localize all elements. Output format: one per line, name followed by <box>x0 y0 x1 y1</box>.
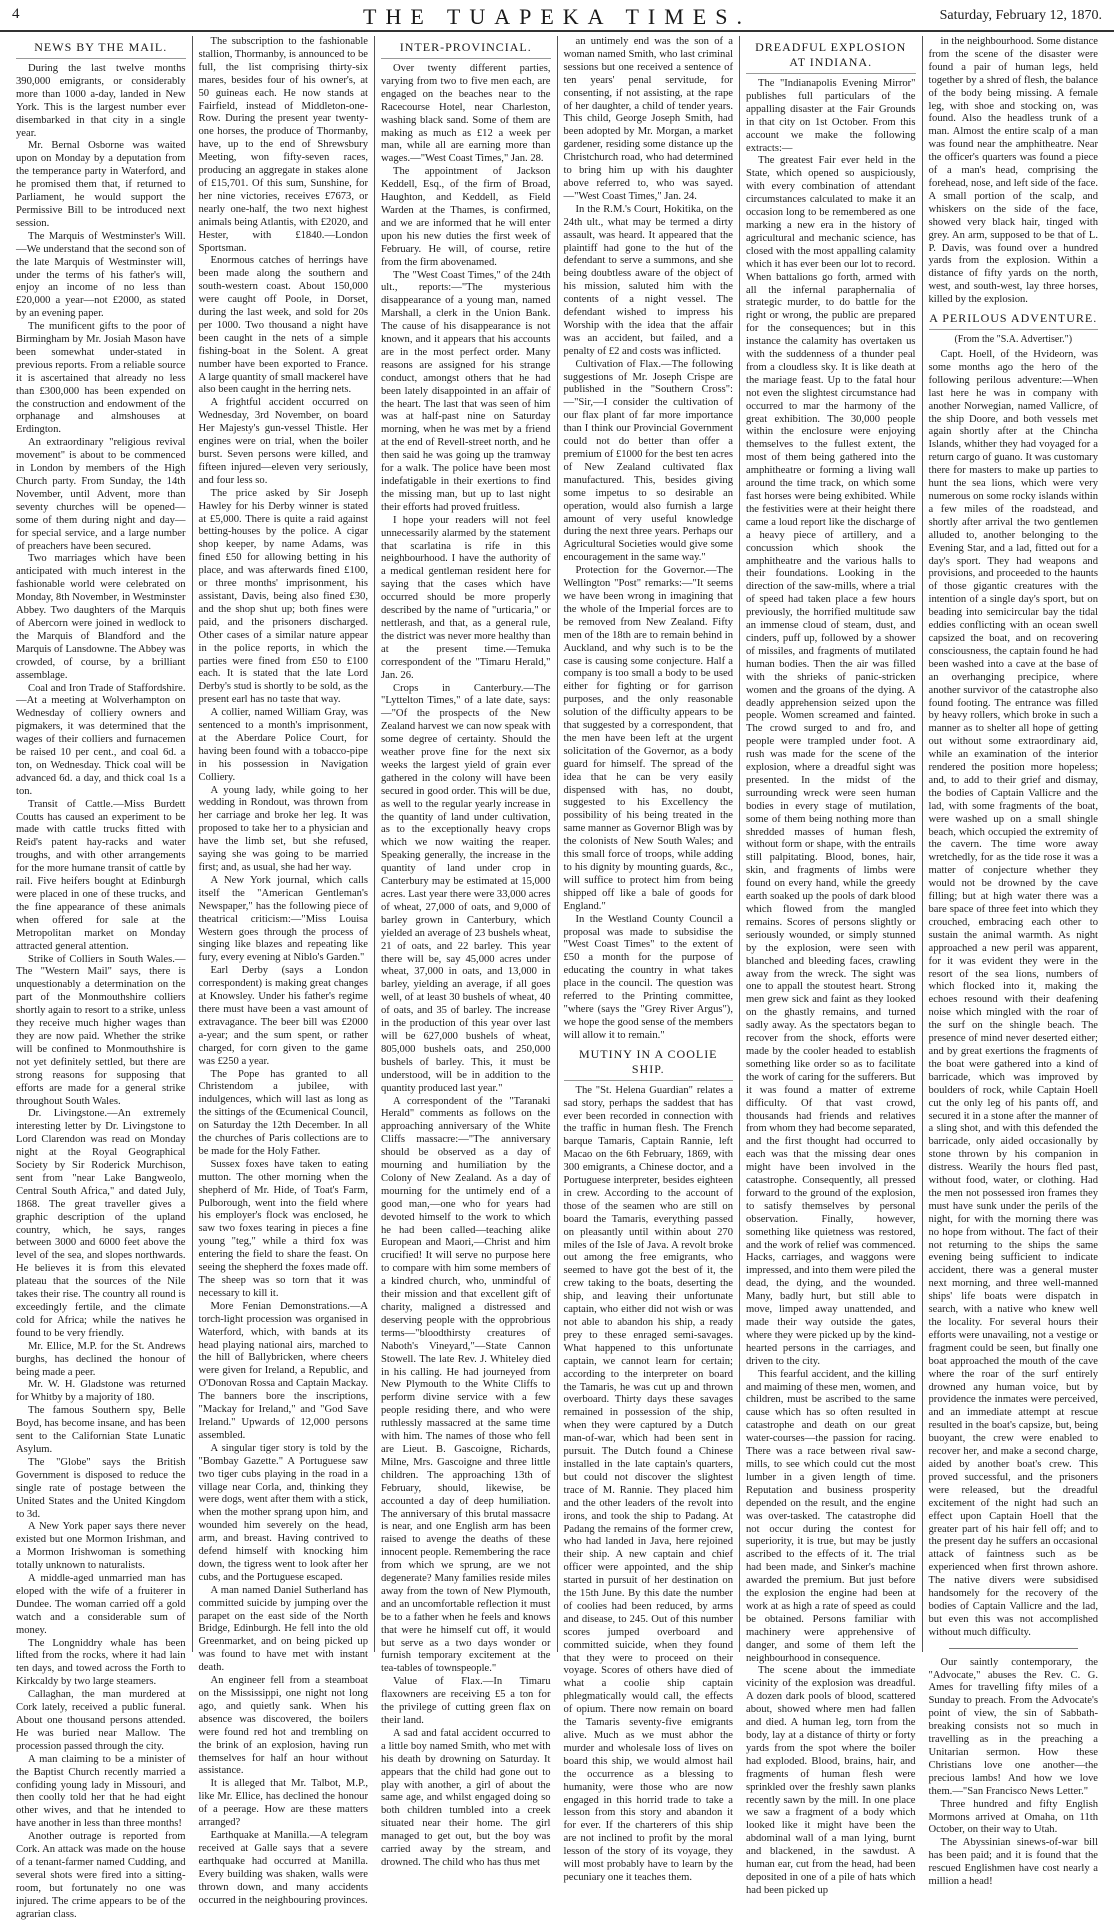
paragraph: Coal and Iron Trade of Staffordshire.—At a meeting at Wolverhampton on Wednesday of colliery owners and pigmakers, it was determined that the wages of their colliers and furnacemen be raised 10 per cent., and coal 6d. a ton, on Wednesday. Thick coal will be advanced 6d. a day, and thick coal 1s a ton. <box>16 682 186 797</box>
paragraph: Mr. W. H. Gladstone was returned for Whitby by a majority of 180. <box>16 1379 186 1404</box>
column-4 <box>557 36 740 1883</box>
paragraph: Two marriages which have been anticipated with much interest in the fashionable world were celebrated on Monday, 8th November, in Westminster Abbey. Two daughters of the Marquis of Abercorn were joined in wedlock to the Marquis of Blandford and the Marquis of Lansdowne. The Abbey was crowded, of course, by a brilliant assemblage. <box>16 553 186 681</box>
page-columns <box>10 36 1104 1920</box>
section-heading: DREADFUL EXPLOSION AT INDIANA. <box>746 40 916 74</box>
article-body <box>929 349 1099 1640</box>
paragraph: The greatest Fair ever held in the State, which opened so auspiciously, with every combination of attendant circumstances calculated to make it an occasion long to be remembered as one marking a new era in the history of agricultural and mechanic science, has closed with the most appalling calamity which it has ever been our lot to record. When battalions go forth, armed with all the infernal paraphernalia of strategic murder, to do battle for the right or wrong, the public are prepared for the consequences; but in this instance the calamity has overtaken us with the suddenness of a thunder peal from a cloudless sky. It is like death at the mariage feast. Up to the fatal hour not even the slightest circumstance had occurred to mar the harmony of the great exhibition. The 30,000 people within the enclosure were enjoying themselves to the fullest extent, the most of them being gathered into the amphitheatre or forming a living wall around the time track, on which some fast horses were being exhibited. While the festivities were at their height there came a loud report like the discharge of a heavy piece of artillery, and a concussion which shook the amphitheatre and the various halls to their foundations. Looking in the direction of the saw-mills, where a trial of speed had taken place a few hours previously, the horrified multitude saw an immense cloud of steam, dust, and cinders, puff up, followed by a shower of missiles, and fragments of mutilated human bodies. Then the air was filled with the shrieks of panic-stricken women and the groans of the dying. A deadly apprehension seized upon the people. Women screamed and fainted. The crowd surged to and fro, and people were trampled under foot. A rush was made for the scene of the explosion, where a dreadful sight was presented. In the midst of the surrounding wreck were seen human bodies in every stage of mutilation, some of them being nothing more than shredded masses of human flesh, without form or shape, with the entrails still palpitating. Blood, bones, hair, skin, and fragments of limbs were found on every hand, while the greedy earth soaked up the pools of dark blood which flowed from the mangled remains. Scores of persons slightly or seriously wounded, or simply stunned by the explosion, were seen with blanched and bleeding faces, crawling away from the wreck. The sight was one to appall the stoutest heart. Strong men grew sick and faint as they looked on the ghastly remains, and turned sadly away. As the spectators began to recover from the shock, efforts were made by the cooler headed to establish something like order so as to facilitate the work of caring for the sufferers. But it was found a matter of extreme difficulty. Of that vast crowd, thousands had friends and relatives from whom they had become separated, and the first thought had occurred to each was that the missing dear ones might have been involved in the catastrophe. Consequently, all pressed forward to the ground of the explosion, to satisfy themselves by personal observation. Finally, however, something like quietness was restored, and the work of relief was commenced. Hacks, carriages, and waggons were impressed, and into them were piled the dead, the dying, and the wounded. Many, badly hurt, but still able to move, limped away unattended, and made their way outside the gates, where they were picked up by the kind-hearted persons in the carriages, and driven to the city. <box>746 155 916 1367</box>
paragraph: Transit of Cattle.—Miss Burdett Coutts has caused an experiment to be made with cattle trucks fitted with Reid's patent hay-racks and water troughs, and with other arrangements for the more humane transit of cattle by rail. Five heifers bought at Edinburgh were placed in one of these trucks, and the fine appearance of these animals when offered for sale at the Metropolitan market on Monday attracted general attention. <box>16 798 186 952</box>
paragraph: The "West Coast Times," of the 24th ult., reports:—"The mysterious disappearance of a young man, named Marshall, a clerk in the Union Bank. The cause of his disappearance is not known, and it appears that his accounts are in the most perfect order. Many reasons are assigned for his strange conduct, amongst others that he had been lately disappointed in an affair of the heart. The last that was seen of him was at half-past nine on Saturday morning, when he was met by a friend at the end of Revell-street north, and he then said he was going up the tramway for a walk. The police have been most indefatigable in their exertions to find the missing man, but up to last night their efforts had proved fruitless. <box>381 269 551 513</box>
paragraph: Another outrage is reported from Cork. An attack was made on the house of a tenant-farmer named Cudding, and several shots were fired into a sitting-room, but fortunately no one was injured. The crime appears to be of the agrarian class. <box>16 1831 186 1920</box>
paragraph: A man named Daniel Sutherland has committed suicide by jumping over the parapet on the east side of the North Bridge, Edinburgh. He fell into the old Greenmarket, and on being picked up was found to have met with instant death. <box>198 1584 368 1674</box>
paragraph: Over twenty different parties, varying from two to five men each, are engaged on the beaches near to the Racecourse Hotel, near Charleston, washing black sand. Some of them are making as much as £12 a week per man, while all are earning more than wages.—"West Coast Times," Jan. 28. <box>381 63 551 165</box>
source-credit: (From the "S.A. Advertiser.") <box>954 334 1073 346</box>
paragraph: Earl Derby (says a London correspondent) is making great changes at Knowsley. Under his father's regime there must have been a vast amount of extravagance. The beer bill was £2000 a-year; and the sum spent, or rather charged, for corn given to the game was £250 a year. <box>198 965 368 1067</box>
issue-date: Saturday, February 12, 1870. <box>939 8 1102 23</box>
masthead <box>0 0 1114 32</box>
paragraph: A New York paper says there never existed but one Mormon Irishman, and a Mormon Irishwoman is something totally unknown to naturalists. <box>16 1521 186 1572</box>
section-heading: INTER-PROVINCIAL. <box>381 40 551 59</box>
paragraph: Enormous catches of herrings have been made along the southern and south-western coast. About 150,000 were caught off Poole, in Dorset, during the last week, and sold for 20s per 1000. Two thousand a night have been caught in the nets of a simple fishing-boat in the Solent. A great number have been exported to France. A large quantity of small mackerel have also been caught in the herring nets. <box>198 255 368 396</box>
paragraph: The Abyssinian sinews-of-war bill has been paid; and it is found that the rescued Englishmen have cost nearly a million a head! <box>928 1837 1098 1888</box>
paragraph: A frightful accident occurred on Wednesday, 3rd November, on board Her Majesty's gun-vessel Thistle. Her engines were on trial, when the boiler burst. Seven persons were killed, and fifteen injured—eleven very seriously, and four less so. <box>198 397 368 486</box>
paragraph: More Fenian Demonstrations.—A torch-light procession was organised in Waterford, which, with bands at its head playing national airs, marched to the hill of Ballybricken, where cheers were given for Ireland, a Republic, and O'Donovan Rossa and Captain Mackay. The banners bore the inscriptions, "Mackay for Ireland," and "God Save Ireland." Upwards of 12,000 persons assembled. <box>198 1300 368 1441</box>
paragraph: The scene about the immediate vicinity of the explosion was dreadful. A dozen dark pools of blood, scattered about, showed where men had fallen and died. A human leg, torn from the body, lay at a distance of thirty or forty yards from the spot where the boiler had exploded. Blood, brains, hair, and fragments of human flesh were sprinkled over the freshly sawn planks recently sawn by the mill. In one place we saw a fragment of a body which looked like it might have been the abdominal wall of a man lying, burnt and blackened, in the sawdust. A human ear, cut from the head, had been deposited in one of a pile of hats which had been picked up <box>746 1665 916 1896</box>
paragraph: The munificent gifts to the poor of Birmingham by Mr. Josiah Mason have been somewhat under-stated in previous reports. From a reliable source it is ascertained that already no less than £300,000 has been expended on the construction and endowment of the orphanage and almshouses at Erdington. <box>16 321 186 436</box>
paragraph: Crops in Canterbury.—The "Lyttelton Times," of a late date, says:—"Of the prospects of the New Zealand harvest we can now speak with some degree of certainty. Should the weather prove fine for the next six weeks the largest yield of grain ever gathered in the colony will have been secured in good order. This will be due, as well to the regular yearly increase in the quantity of land under cultivation, as to the exceptionally heavy crops which we now waiting the reaper. Speaking generally, the increase in the quantity of land under crop in Canterbury may be estimated at 15,000 acres. Last year there were 33,000 acres of wheat, 27,000 of oats, and 9,000 of barley grown in Canterbury, which yielded an average of 23 bushels wheat, 21 of oats, and 22 barley. This year there will be, say 45,000 acres under wheat, 37,000 in oats, and 13,000 in barley, yielding an average, if all goes well, of at least 30 bushels of wheat, 40 of oats, and 35 of barley. The increase in the production of this year over last will be 627,000 bushels of wheat, 805,000 bushels oats, and 250,000 bushels of barley. This, it must be understood, will be in addition to the quantity produced last year." <box>381 682 551 1094</box>
article-body <box>564 1085 734 1885</box>
section-heading: A PERILOUS ADVENTURE. <box>929 311 1099 330</box>
paragraph: Sussex foxes have taken to eating mutton. The other morning when the shepherd of Mr. Hide, of Toat's Farm, Pulborough, went into the field where his employer's flock was enclosed, he saw two foxes tearing in pieces a fine young "teg," while a third fox was entering the field to share the feast. On seeing the shepherd the foxes made off. The sheep was so torn that it was necessary to kill it. <box>198 1158 368 1299</box>
column-5 <box>739 36 922 1896</box>
paragraph: Capt. Hoell, of the Hvideorn, was some months ago the hero of the following perilous adventure:—When last here he was in company with another Norwegian, named Vallicre, of the ship Doore, and both vessels met again shortly after at the Chincha Islands, whither they had voyaged for a return cargo of guano. It was customary there for masters to make up parties to hunt the sea lions, which were very numerous on some rocky islands within a few miles of the roadstead, and shortly after arrival the two gentlemen alluded to, another belonging to the Evening Star, and a lad, fitted out for a day's sport. They had weapons and provisions, and proceeded to the haunts of those gigantic creatures with the intention of a single day's sport, but on beading into semicircular bay the tidal eddies conflicting with an ocean swell capsized the boat, and on recovering consciousness, the captain found he had been washed into a cave at the base of an overhanging precipice, where another survivor of the catastrophe also found footing. The entrance was filled by heavy rollers, which broke in such a manner as to shelter all hope of getting out without some extraordinary aid, while an examination of the interior rendered the position more hopeless; and, to add to their grief and dismay, the bodies of Captain Vallicre and the lad, with some fragments of the boat, were washed up on a small shingle beach, which occupied the extremity of the cavern. The time wore away wretchedly, for as the tide rose it was a matter of conjecture whether they would not be drowned by the cave filling; but at high water there was a bare space of three feet into which they crouched, embracing each other to sustain the animal warmth. As night approached a new peril was apparent, for it was evident they were in the resort of the sea lions, numbers of which flocked into it, making the echoes resound with their deafening noise which mingled with the roar of the surf on the shingle beach. The presence of mind never deserted either; and by great exertions the fragments of the boat were gathered into a kind of barricade, which was improved by boulders of rock, while Captain Hoell cut the only leg of his pants off, and secured it in a stone after the manner of a sling shot, and with this defended the barricade, only aided occasionally by stone thrown by his companion in distress. Wearily the hours fled past, without food, water, or clothing. Had the men not possessed iron frames they must have sunk under the perils of the night, for with the morning there was no hope from without. The fact of their not returning to the ships the same evening being sufficient to indicate accident, there was a general muster next morning, and three well-manned ships' life boats were dispatch in search, with a native who knew well the locality. For several hours their efforts were unavailing, not a vestige or fragment could be seen, but finally one boat approached the mouth of the cave where the roar of the surf entirely drowned any human voice, but by providence the inmates were perceived, and an immediate attempt at rescue resulted in the boat's capsize, but, being buoyant, the crew were enabled to recover her, and make a second charge, aided by another boat's crew. This proved successful, and the prisoners were released, but the dreadful excitement of the night had such an effect upon Captain Hoell that the greater part of his hair fell off; and to the present day he suffers an occasional attack of faintness such as be experienced when first thrown ashore. The native divers were subsidised handsomely for the recovery of the bodies of Captain Vallicre and the lad, but even this was not accomplished without much difficulty. <box>928 349 1098 1638</box>
paragraph: During the last twelve months 390,000 emigrants, or considerably more than 1000 a-day, landed in New York. This is the largest number ever disembarked in that city in a single year. <box>16 63 186 139</box>
paragraph: an untimely end was the son of a woman named Smith, who last criminal sessions but one received a sentence of ten years' penal servitude, for consenting, if not assisting, at the rape of her daughter, a child of tender years. This child, George Joseph Smith, had been adopted by Mr. Morgan, a market gardener, residing some distance up the Christchurch road, who had determined to bring him up with his daughter above referred to, who was sayed.—"West Coast Times," Jan. 24. <box>563 36 733 202</box>
paragraph: Value of Flax.—In Timaru flaxowners are receiving £5 a ton for the privilege of cutting green flax on their land. <box>381 1676 551 1726</box>
paragraph: Mr. Ellice, M.P. for the St. Andrews burghs, has declined the honour of being made a peer. <box>16 1340 186 1378</box>
paragraph: In the Westland County Council a proposal was made to subsidise the "West Coast Times" to the extent of £50 a month for the purpose of educating the country in what takes place in the council. The question was referred to the Printing committee, "where (says the "Grey River Argus"), we hope the good sense of the members will allow it to remain." <box>563 913 733 1041</box>
article-body <box>564 36 734 1043</box>
paragraph: Mr. Bernal Osborne was waited upon on Monday by a deputation from the temperance party in Waterford, and he promised them that, if returned to Parliament, he would support the Permissive Bill to be introduced next session. <box>16 140 186 229</box>
paragraph: Dr. Livingstone.—An extremely interesting letter by Dr. Livingstone to Lord Clarendon was read on Monday night at the Royal Geographical Society by Sir Roderick Murchison, sent from "near Lake Bangweolo, Central South Africa," and dated July, 1868. The great traveller gives a graphic description of the upland country, which, he says, ranges between 3000 and 6000 feet above the level of the sea, and slopes northwards. He believes it is from this elevated plateau that the sources of the Nile takes their rise. The country all round is exceedingly fertile, and the climate cold for Africa; while the natives he found to be very friendly. <box>16 1108 186 1339</box>
paragraph: In the R.M.'s Court, Hokitika, on the 24th ult., what may be termed a dirty assault, was heard. It appeared that the plaintiff had gone to the hut of the defendant to serve a summons, and she being doubtless aware of the object of his mission, saluted him with the contents of a night vessel. The defendant wished to impress his Worship with the idea that the affair was an accident, but failed, and a penalty of £2 and costs was inflicted. <box>563 203 733 357</box>
column-3 <box>374 36 557 1868</box>
section-heading: MUTINY IN A COOLIE SHIP. <box>564 1047 734 1081</box>
article-body <box>199 36 369 1907</box>
paragraph: A singular tiger story is told by the "Bombay Gazette." A Portuguese saw two tiger cubs playing in the road in a village near Corla, and, thinking they were dogs, went after them with a stick, when the mother sprang upon him, and wounded him severely on the head, arm, and breast. Having contrived to defend himself with knocking him down, the tigress went to look after her cubs, and the Portuguese escaped. <box>198 1442 368 1583</box>
paragraph: The famous Southern spy, Belle Boyd, has become insane, and has been sent to the Californian State Lunatic Asylum. <box>16 1405 186 1455</box>
page-number: 4 <box>12 6 20 22</box>
paragraph: Cultivation of Flax.—The following suggestions of Mr. Joseph Crispe are published in the "Southern Cross":—"Sir,—I consider the cultivation of our flax plant of far more importance than I think our Provincial Government could not do better than offer a premium of £1000 for the best ten acres of New Zealand cultivated flax manufactured. This, besides giving some impetus to so desirable an operation, would also furnish a large amount of very useful knowledge during the next three years. Perhaps our Agricultural Societies would give some encouragement in the same way." <box>563 358 733 564</box>
paragraph: The Longniddry whale has been lifted from the rocks, where it had lain ten days, and towed across the Forth to Kirkcaldy by two large steamers. <box>16 1637 186 1688</box>
column-1 <box>10 36 192 1920</box>
column-6 <box>922 36 1105 1888</box>
paragraph: A middle-aged unmarried man has eloped with the wife of a fruiterer in Dundee. The woman carried off a gold watch and a considerable sum of money. <box>16 1573 186 1636</box>
column-rule <box>949 1648 1079 1649</box>
article-body <box>746 78 916 1898</box>
paragraph: Callaghan, the man murdered at Cork lately, received a public funeral. About one thousand persons attended. He was buried near Mallow. The procession passed through the city. <box>16 1689 186 1752</box>
paragraph: A collier, named William Gray, was sentenced to a month's imprisonment, at the Aberdare Police Court, for having been found with a tobacco-pipe in his possession in Navigation Colliery. <box>198 707 368 783</box>
paragraph: The price asked by Sir Joseph Hawley for his Derby winner is stated at £5,000. There is quite a raid against betting-houses by the police. A cigar shop keeper, by name Adams, was fined £50 for allowing betting in his place, and was afterwards fined £100, or three months' imprisonment, his assistant, Davis, being also fined £30, and the shop shut up; both fines were paid, and the prisoners discharged. Other cases of a similar nature appear in the police reports, in which the parties were fined from £50 to £100 each. It is stated that the late Lord Derby's stud is shortly to be sold, as the present earl has no taste that way. <box>198 487 368 706</box>
paragraph: A New York journal, which calls itself the "American Gentleman's Newspaper," has the following piece of theatrical criticism:—"Miss Louisa Western goes through the process of singing like blazes and repeating like fury, every evening at Niblo's Garden." <box>198 874 368 964</box>
paragraph: I hope your readers will not feel unnecessarily alarmed by the statement that scarlatina is rife in this neighbourhood. I have the authority of a medical gentleman resident here for saying that the cases which have occurred should be more properly described by the name of "urticaria," or nettlerash, and that, as a general rule, the district was never more healthy than at the present time.—Temuka correspondent of the "Timaru Herald," Jan. 26. <box>381 514 551 681</box>
paragraph: A correspondent of the "Taranaki Herald" comments as follows on the approaching anniversary of the White Cliffs massacre:—"The anniversary should be observed as a day of mourning and humiliation by the Colony of New Zealand. As a day of mourning for the untimely end of a good man,—one who for years had devoted himself to the work to which he had been called—teaching alike European and Maori,—Christ and him crucified! It will serve no purpose here to compare with him some members of a kindred church, who, unmindful of their mission and that excellent gift of charity, maligned a distressed and deserving people with the opprobrious terms—"bloodthirsty creatures of Naboth's Vineyard,"—State Cannon Stowell. The late Rev. J. Whiteley died in his calling. He had journeyed from New Plymouth to the White Cliffs to perform divine service with a few people residing there, and who were ruthlessly massacred at the same time with him. The names of those who fell are Lieut. B. Gascoigne, Richards, Milne, Mrs. Gascoigne and three little children. The approaching 13th of February, should, likewise, be accounted a day of deep humiliation. The anniversary of this brutal massacre is near, and one English arm has been raised to avenge the deaths of these innocent people. Remembering the race from which we sprung, are we not degenerate? Many families reside miles away from the town of New Plymouth, and an uncomfortable reflection it must be to a father when he feels and knows that were he himself cut off, it would but serve as a two days wonder or furnish temporary excitement at the tea-tables of townspeople." <box>381 1095 551 1675</box>
article-body <box>16 63 186 1922</box>
newspaper-title: THE TUAPEKA TIMES. <box>363 4 751 29</box>
paragraph: The "Indianapolis Evening Mirror" publishes full particulars of the appalling disaster at the Fair Grounds in that city on 1st October. From this account we make the following extracts:— <box>746 78 916 154</box>
article-body <box>381 63 551 1870</box>
paragraph: Our saintly contemporary, the "Advocate," abuses the Rev. C. G. Ames for travelling fifty miles of a Sunday to preach. From the Advocate's point of view, the sin of Sabbath-breaking consists not so much in travelling as in the preaching a Unitarian sermon. How these Christians love one another—the precious lambs! And how we love them.—"San Francisco News Letter." <box>928 1656 1098 1797</box>
paragraph: A sad and fatal accident occurred to a little boy named Smith, who met with his death by drowning on Saturday. It appears that the child had gone out to play with another, a girl of about the same age, and whilst engaged doing so both children tumbled into a creek situated near their home. The girl managed to get out, but the boy was carried away by the stream, and drowned. The child who has thus met <box>381 1727 551 1868</box>
paragraph: Strike of Colliers in South Wales.—The "Western Mail" says, there is unquestionably a determination on the part of the Monmouthshire colliers shortly again to resort to a strike, unless they receive much higher wages than they are now paid. Whether the strike will be confined to Monmouthshire is not yet definitely settled, but there are strong reasons for supposing that efforts are made for a general strike throughout South Wales. <box>16 953 186 1107</box>
paragraph: A young lady, while going to her wedding in Rondout, was thrown from her carriage and broke her leg. It was proposed to take her to a physician and have the limb set, but she refused, saying she was going to be married first; and, as usual, she had her way. <box>198 784 368 873</box>
article-body <box>929 1657 1099 1889</box>
paragraph: in the neighbourhood. Some distance from the scene of the disaster were found a pair of human legs, held together by a shred of flesh, the balance of the body being missing. A female leg, with shoe and stocking on, was found. Also the headless trunk of a man. Almost the entire scalp of a man was found near the amphitheatre. Near the officer's quarters was found a piece of a man's head, comprising the forehead, nose, and left side of the face. A small portion of the scalp, and whiskers on the side of the face, showed very black hair, tinged with grey. An arm, supposed to be that of L. P. Davis, was found over a hundred yards from the explosion. Within a distance of fifty yards on the north, west, and south-west, lay three horses, killed by the explosion. <box>928 36 1098 306</box>
paragraph: The subscription to the fashionable stallion, Thormanby, is announced to be full, the list comprising thirty-six mares, besides four of his owner's, at 50 guineas each. He now stands at Fairfield, instead of Middleton-one-Row. During the present year twenty-one horses, the produce of Thormanby, have, up to the end of Shrewsbury Meeting, won fifty-seven races, producing an aggregate in stakes alone of £15,701. Of this sum, Sunshine, for her nine victories, receives £7673, or nearly one-half, the two next highest animals being Atlantis, with £2020, and Hester, with £1840.—London Sportsman. <box>198 36 368 254</box>
paragraph: Three hundred and fifty English Mormons arrived at Omaha, on 11th October, on their way to Utah. <box>928 1798 1098 1836</box>
paragraph: The Pope has granted to all Christendom a jubilee, with indulgences, which will last as long as the sittings of the Œcumenical Council, on Saturday the 12th December. In all the churches of Paris collections are to be made for the Holy Father. <box>198 1068 368 1157</box>
paragraph: An engineer fell from a steamboat on the Mississippi, one night not long ago, and quietly sank. When his absence was discovered, the boilers were found red hot and trembling on the brink of an explosion, having run themselves for half an hour without assistance. <box>198 1675 368 1777</box>
paragraph: The Marquis of Westminster's Will.—We understand that the second son of the late Marquis of Westminster will, under the terms of his father's will, enjoy an income of no less than £20,000 a year—not £2000, as stated by an evening paper. <box>16 230 186 320</box>
paragraph: The "Globe" says the British Government is disposed to reduce the single rate of postage between the United States and the United Kingdom to 3d. <box>16 1456 186 1520</box>
section-heading: NEWS BY THE MAIL. <box>16 40 186 59</box>
paragraph: This fearful accident, and the killing and maiming of these men, women, and children, must be ascribed to the same cause which has so often resulted in catastrophe and death on our great water-courses—the passion for racing. There was a race between rival saw-mills, to see which could cut the most lumber in a given length of time. Reputation and business prosperity depended on the result, and the engine was over-tasked. The catastrophe did not occur during the contest for superiority, it is true, but may be justly ascribed to the effects of it. The trial had been made, and Sinker's machine awarded the premium. But just before the explosion the engine had been at work at as high a rate of speed as could be obtained. Persons familiar with machinery were apprehensive of danger, and some of them left the neighbourhood in consequence. <box>746 1368 916 1664</box>
column-2 <box>192 36 375 1906</box>
paragraph: An extraordinary "religious revival movement" is about to be commenced in London by members of the High Church party. From Sunday, the 14th November, until Advent, more than seventy churches will be opened—some of them during night and day—for special service, and a large number of preachers have been secured. <box>16 437 186 552</box>
paragraph: Earthquake at Manilla.—A telegram received at Galle says that a severe earthquake had occurred at Manilla. Every building was shaken, walls were thrown down, and many accidents occurred in the neighbouring provinces. <box>198 1829 368 1906</box>
paragraph: The "St. Helena Guardian" relates a sad story, perhaps the saddest that has ever been recorded in connection with the traffic in human flesh. The French barque Tamaris, Captain Rannie, left Macao on the 6th February, 1869, with 300 emigrants, a Chinese doctor, and a Portuguese interpreter, besides eighteen in crew. According to the account of those of the seamen who are still on board the Tamaris, everything passed on pleasantly until within about 270 miles of the Isle of Java. A revolt broke out among the free emigrants, who seemed to have got the best of it, the crew taking to the boats, deserting the ship, and leaving their unfortunate captain, who either did not wish or was not able to abandon his ship, a ready prey to these enraged semi-savages. What happened to this unfortunate captain, we cannot learn for certain; according to the interpreter on board the Tamaris, he was cut up and thrown overboard. Thirty days these savages remained in possession of the ship, when they were captured by a Dutch man-of-war, which had been sent in pursuit. The Dutch found a Chinese installed in the late captain's quarters, but could not discover the slightest trace of M. Rannie. They placed him and the other leaders of the revolt into irons, and took the ship to Padang. At Padang the remains of the former crew, who had landed in Java, here rejoined their ship. A new captain and chief officer were appointed, and the ship started in pursuit of her destination on the 15th June. By this date the number of coolies had been reduced, by arms and disease, to 245. Out of this number scores jumped overboard and committed suicide, when they found that they were to proceed on their voyage. Scores of others have died of what a coolie ship captain phlegmatically would call, the effects of opium. There now remain on board the Tamaris seventy-five emigrants alive. Much as we must abhor the murder and wholesale loss of lives on board this ship, we would almost hail the occurrence as a blessing to humanity, were those who are now engaged in this horrid trade to take a lesson from this story and abandon it for ever. If the charterers of this ship are not inclined to profit by the moral lesson of the story of its voyage, they will most probably have to learn by the pecuniary one it teaches them. <box>563 1084 733 1883</box>
paragraph: The appointment of Jackson Keddell, Esq., of the firm of Broad, Haughton, and Keddell, as Field Warden at the Thames, is confirmed, and we are informed that he will enter upon his new duties the first week of February. He will, of course, retire from the firm abovenamed. <box>381 166 551 268</box>
article-body <box>929 36 1099 307</box>
paragraph: A man claiming to be a minister of the Baptist Church recently married a confiding young lady in Missouri, and then coolly told her that he had eight other wives, and that he intended to have another in less than three months! <box>16 1753 186 1830</box>
paragraph: Protection for the Governor.—The Wellington "Post" remarks:—"It seems we have been wrong in imagining that the whole of the Imperial forces are to be removed from New Zealand. Fifty men of the 18th are to remain behind in Auckland, and why such is to be the case is causing some conjecture. Half a company is too small a body to be used either for fighting or for garrison purposes, and the only reasonable solution of the difficulty appears to be that suggested by a correspondent, that the men have been left at the urgent solicitation of the Governor, as a body guard for himself. The spread of the idea that he can be very easily dispensed with has, no doubt, suggested to his Excellency the possibility of his being treated in the same manner as Governor Bligh was by the colonists of New South Wales; and this small force of troops, while adding to his dignity by mounting guards, &c., will suffice to protect him from being shipped off like a bale of goods for England." <box>563 565 733 912</box>
paragraph: It is alleged that Mr. Talbot, M.P., like Mr. Ellice, has declined the honour of a peerage. How are these matters arranged? <box>198 1778 368 1829</box>
